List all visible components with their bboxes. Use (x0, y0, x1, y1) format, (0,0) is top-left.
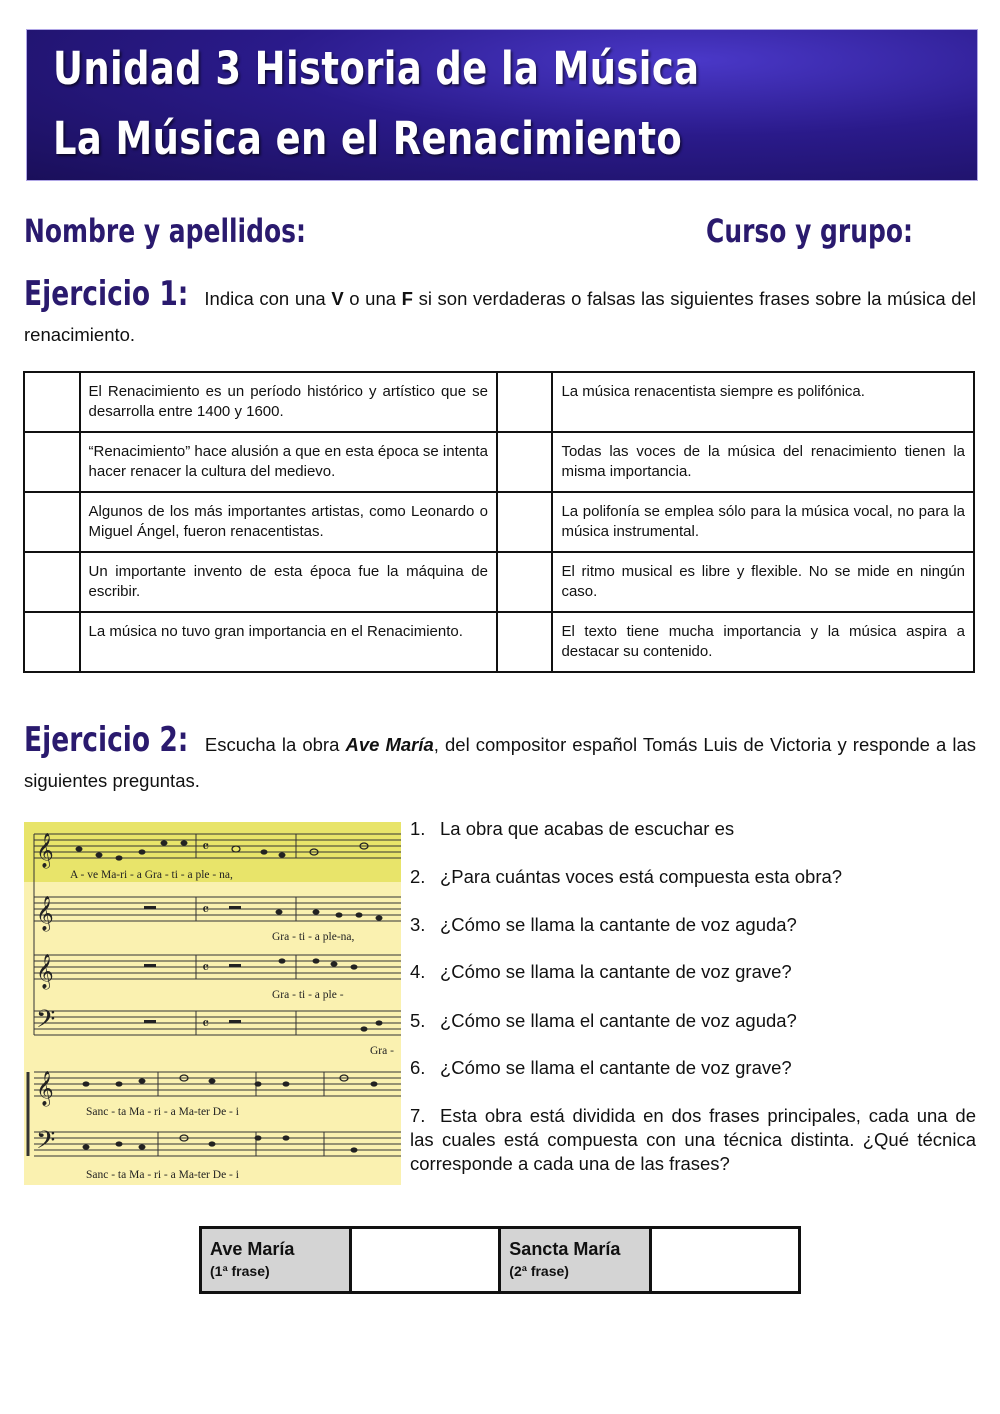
lyrics-staff6: Sanc - ta Ma - ri - a Ma-ter De - i (86, 1169, 239, 1181)
answer-box[interactable] (24, 552, 80, 612)
table-row (24, 372, 974, 432)
list-item: 4. ¿Cómo se llama la cantante de voz grave? (410, 961, 792, 982)
table-row (24, 552, 974, 612)
lyrics-staff4: Gra - (370, 1045, 394, 1057)
lyrics-staff3: Gra - ti - a ple - (272, 989, 344, 1001)
lyrics-staff5: Sanc - ta Ma - ri - a Ma-ter De - i (86, 1106, 239, 1118)
table-row (24, 612, 974, 672)
table-row (24, 492, 974, 552)
phrase-answer-box[interactable] (351, 1228, 500, 1293)
answer-box[interactable] (24, 372, 80, 432)
statement: La polifonía se emplea sólo para la música vocal, no para la música instrumental. (552, 492, 974, 552)
svg-text:𝄴: 𝄴 (202, 839, 210, 856)
statement: Algunos de los más importantes artistas, como Leonardo o Miguel Ángel, fueron renacentistas. (80, 492, 497, 552)
answer-box[interactable] (24, 432, 80, 492)
svg-text:𝄞: 𝄞 (36, 834, 54, 867)
statement: La música no tuvo gran importancia en el Renacimiento. (80, 612, 497, 672)
table-row (24, 432, 974, 492)
statement: La música renacentista siempre es polifónica. (552, 372, 974, 432)
answer-box[interactable] (24, 492, 80, 552)
svg-text:𝄴: 𝄴 (202, 1016, 210, 1033)
statement: El texto tiene mucha importancia y la música aspira a destacar su contenido. (552, 612, 974, 672)
exercise2-title: Ejercicio 2: (24, 720, 189, 760)
phrase-label: Ave María (1ª frase) (201, 1228, 351, 1293)
lyrics-staff1: A - ve Ma-ri - a Gra - ti - a ple - na, (70, 869, 233, 881)
exercise1-title: Ejercicio 1: (24, 274, 189, 314)
svg-text:𝄴: 𝄴 (202, 902, 210, 919)
statement: El ritmo musical es libre y flexible. No se mide en ningún caso. (552, 552, 974, 612)
answer-box[interactable] (24, 612, 80, 672)
svg-text:𝄢: 𝄢 (36, 1127, 56, 1160)
answer-box[interactable] (497, 372, 553, 432)
svg-text:𝄴: 𝄴 (202, 960, 210, 977)
svg-text:𝄞: 𝄞 (36, 897, 54, 930)
statement: Un importante invento de esta época fue la máquina de escribir. (80, 552, 497, 612)
svg-text:𝄢: 𝄢 (36, 1006, 56, 1039)
list-item: 3. ¿Cómo se llama la cantante de voz aguda? (410, 914, 797, 935)
list-item: 7. Esta obra está dividida en dos frases principales, cada una de las cuales está compuesta con una técnica distinta. ¿Qué técnica corresponde a cada una de las frases? (410, 1105, 976, 1174)
answer-box[interactable] (497, 432, 553, 492)
answer-box[interactable] (497, 492, 553, 552)
exercise2-instructions: Ejercicio 2: Escucha la obra Ave María, del compositor español Tomás Luis de Victoria y responde a las siguientes preguntas. (24, 720, 977, 791)
topic-title: La Música en el Renacimiento (53, 112, 683, 165)
unit-title: Unidad 3 Historia de la Música (53, 42, 700, 95)
answer-box[interactable] (497, 612, 553, 672)
true-false-table (23, 371, 975, 673)
statement: “Renacimiento” hace alusión a que en esta época se intenta hacer renacer la cultura del medievo. (80, 432, 497, 492)
list-item: 1. La obra que acabas de escuchar es (410, 818, 735, 839)
phrase-label: Sancta María (2ª frase) (500, 1228, 651, 1293)
statement: El Renacimiento es un período histórico y artístico que se desarrolla entre 1400 y 1600. (80, 372, 497, 432)
svg-text:𝄞: 𝄞 (36, 955, 54, 988)
music-score-image (24, 822, 401, 1185)
exercise1-instructions: Ejercicio 1: Indica con una V o una F si son verdaderas o falsas las siguientes frases sobre la música del renacimiento. (24, 274, 976, 345)
answer-box[interactable] (497, 552, 553, 612)
phrase-answer-box[interactable] (651, 1228, 800, 1293)
list-item: 2. ¿Para cuántas voces está compuesta esta obra? (410, 866, 843, 887)
svg-text:𝄞: 𝄞 (36, 1072, 54, 1105)
title-banner (26, 29, 978, 181)
lyrics-staff2: Gra - ti - a ple-na, (272, 931, 355, 943)
table-row (201, 1228, 800, 1293)
statement: Todas las voces de la música del renacimiento tienen la misma importancia. (552, 432, 974, 492)
list-item: 6. ¿Cómo se llama el cantante de voz grave? (410, 1057, 792, 1078)
course-label: Curso y grupo: (706, 212, 913, 250)
name-label: Nombre y apellidos: (24, 212, 306, 250)
list-item: 5. ¿Cómo se llama el cantante de voz aguda? (410, 1010, 797, 1031)
phrase-table (199, 1226, 801, 1294)
